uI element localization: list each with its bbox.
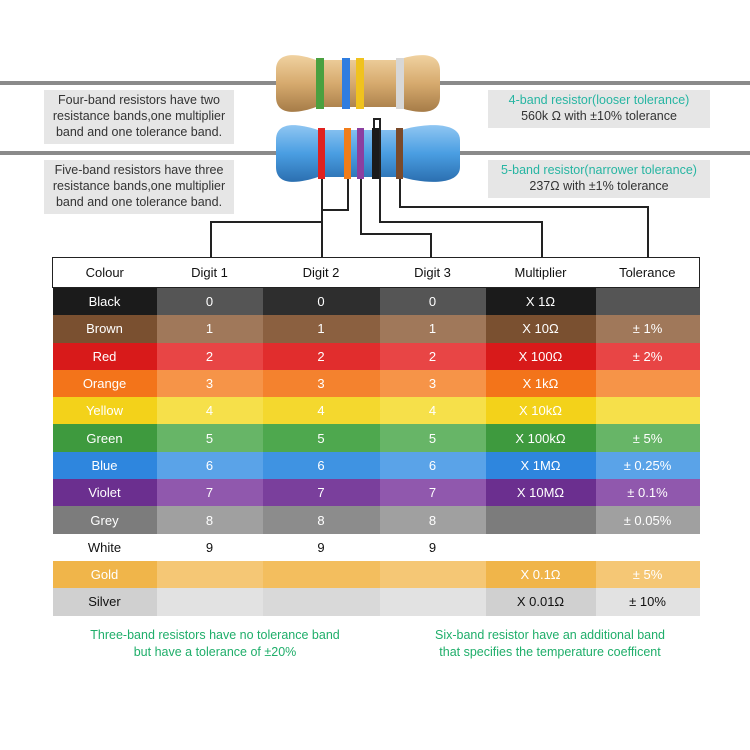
resistor-4-band <box>396 58 404 109</box>
digit-2-cell: 2 <box>263 343 380 370</box>
digit-1-cell: 5 <box>157 424 263 451</box>
digit-3-cell <box>380 561 486 588</box>
table-row <box>53 506 700 533</box>
digit-1-cell: 3 <box>157 370 263 397</box>
resistor-5-band <box>344 128 351 179</box>
multiplier-cell <box>486 506 596 533</box>
digit-3-cell: 7 <box>380 479 486 506</box>
digit-1-cell: 2 <box>157 343 263 370</box>
colour-cell: Green <box>53 424 157 451</box>
tolerance-cell <box>596 397 700 424</box>
table-row <box>53 397 700 424</box>
tolerance-cell: ± 2% <box>596 343 700 370</box>
tolerance-cell: ± 5% <box>596 424 700 451</box>
three-band-footnote-line: Three-band resistors have no tolerance band <box>90 628 340 642</box>
digit-3-cell: 0 <box>380 288 486 316</box>
header-digit-2: Digit 2 <box>263 258 380 288</box>
colour-cell: Black <box>53 288 157 316</box>
four-band-note <box>44 90 234 144</box>
five-band-spec <box>488 160 710 198</box>
table-row <box>53 343 700 370</box>
five-band-spec-title: 5-band resistor(narrower tolerance) <box>501 163 697 177</box>
six-band-footnote-line: Six-band resistor have an additional band <box>434 628 665 642</box>
header-tolerance: Tolerance <box>596 258 700 288</box>
multiplier-cell: X 1kΩ <box>486 370 596 397</box>
colour-cell: Yellow <box>53 397 157 424</box>
digit-3-cell: 5 <box>380 424 486 451</box>
colour-cell: Violet <box>53 479 157 506</box>
table-row <box>53 288 700 316</box>
digit-2-cell: 1 <box>263 315 380 342</box>
colour-cell: Brown <box>53 315 157 342</box>
six-band-footnote <box>400 627 700 661</box>
multiplier-cell: X 1Ω <box>486 288 596 316</box>
digit-1-cell: 6 <box>157 452 263 479</box>
tolerance-cell <box>596 288 700 316</box>
resistor-4-band <box>342 58 350 109</box>
digit-1-cell: 4 <box>157 397 263 424</box>
colour-cell: Orange <box>53 370 157 397</box>
digit-3-cell <box>380 588 486 615</box>
header-colour: Colour <box>53 258 157 288</box>
digit-2-cell: 7 <box>263 479 380 506</box>
resistor-4-band <box>356 58 364 109</box>
table-row <box>53 315 700 342</box>
multiplier-cell: X 10kΩ <box>486 397 596 424</box>
digit-3-cell: 4 <box>380 397 486 424</box>
tolerance-cell <box>596 534 700 561</box>
four-band-note-line: Four-band resistors have two <box>58 93 220 107</box>
five-band-note-line: Five-band resistors have three <box>54 163 224 177</box>
resistor-5-band <box>396 128 403 179</box>
tolerance-cell: ± 0.1% <box>596 479 700 506</box>
five-band-spec-value: 237Ω with ±1% tolerance <box>529 179 669 193</box>
table-header-row <box>53 258 700 288</box>
table-row <box>53 370 700 397</box>
multiplier-cell: X 10Ω <box>486 315 596 342</box>
digit-2-cell: 8 <box>263 506 380 533</box>
table-row <box>53 424 700 451</box>
header-multiplier: Multiplier <box>486 258 596 288</box>
colour-cell: Blue <box>53 452 157 479</box>
digit-2-cell: 6 <box>263 452 380 479</box>
colour-cell: Grey <box>53 506 157 533</box>
header-digit-3: Digit 3 <box>380 258 486 288</box>
four-band-spec <box>488 90 710 128</box>
tolerance-cell: ± 10% <box>596 588 700 615</box>
colour-cell: Red <box>53 343 157 370</box>
multiplier-cell <box>486 534 596 561</box>
multiplier-cell: X 0.1Ω <box>486 561 596 588</box>
digit-3-cell: 9 <box>380 534 486 561</box>
digit-2-cell <box>263 561 380 588</box>
four-band-spec-value: 560k Ω with ±10% tolerance <box>521 109 677 123</box>
multiplier-cell: X 0.01Ω <box>486 588 596 615</box>
five-band-note-line: resistance bands,one multiplier <box>52 179 226 193</box>
tolerance-cell: ± 0.25% <box>596 452 700 479</box>
digit-1-cell: 0 <box>157 288 263 316</box>
tolerance-cell: ± 1% <box>596 315 700 342</box>
tolerance-cell <box>596 370 700 397</box>
digit-2-cell: 0 <box>263 288 380 316</box>
three-band-footnote <box>60 627 370 661</box>
three-band-footnote-line: but have a tolerance of ±20% <box>133 645 297 659</box>
resistor-5-band <box>372 128 379 179</box>
header-digit-1: Digit 1 <box>157 258 263 288</box>
digit-3-cell: 6 <box>380 452 486 479</box>
six-band-footnote-line: that specifies the temperature coefficent <box>439 645 661 659</box>
resistor-5-body <box>276 125 460 182</box>
table-row <box>53 534 700 561</box>
digit-1-cell: 8 <box>157 506 263 533</box>
digit-2-cell <box>263 588 380 615</box>
table-row <box>53 479 700 506</box>
table-row <box>53 588 700 615</box>
colour-cell: Silver <box>53 588 157 615</box>
colour-cell: Gold <box>53 561 157 588</box>
multiplier-cell: X 100kΩ <box>486 424 596 451</box>
table-row <box>53 561 700 588</box>
digit-2-cell: 3 <box>263 370 380 397</box>
multiplier-cell: X 10MΩ <box>486 479 596 506</box>
digit-1-cell: 7 <box>157 479 263 506</box>
four-band-note-line: band and one tolerance band. <box>55 125 223 139</box>
resistor-5-band <box>318 128 325 179</box>
digit-3-cell: 3 <box>380 370 486 397</box>
digit-2-cell: 9 <box>263 534 380 561</box>
four-band-note-line: resistance bands,one multiplier <box>52 109 226 123</box>
digit-1-cell <box>157 588 263 615</box>
five-band-note-line: band and one tolerance band. <box>55 195 223 209</box>
resistor-4-band <box>316 58 324 109</box>
digit-3-cell: 8 <box>380 506 486 533</box>
five-band-note <box>44 160 234 214</box>
digit-2-cell: 5 <box>263 424 380 451</box>
digit-1-cell: 1 <box>157 315 263 342</box>
digit-3-cell: 1 <box>380 315 486 342</box>
colour-cell: White <box>53 534 157 561</box>
four-band-spec-title: 4-band resistor(looser tolerance) <box>508 93 690 107</box>
color-code-table <box>52 257 700 616</box>
table-row <box>53 452 700 479</box>
tolerance-cell: ± 0.05% <box>596 506 700 533</box>
digit-3-cell: 2 <box>380 343 486 370</box>
multiplier-cell: X 1MΩ <box>486 452 596 479</box>
multiplier-cell: X 100Ω <box>486 343 596 370</box>
resistor-5-band <box>357 128 364 179</box>
digit-2-cell: 4 <box>263 397 380 424</box>
digit-1-cell <box>157 561 263 588</box>
digit-1-cell: 9 <box>157 534 263 561</box>
tolerance-cell: ± 5% <box>596 561 700 588</box>
